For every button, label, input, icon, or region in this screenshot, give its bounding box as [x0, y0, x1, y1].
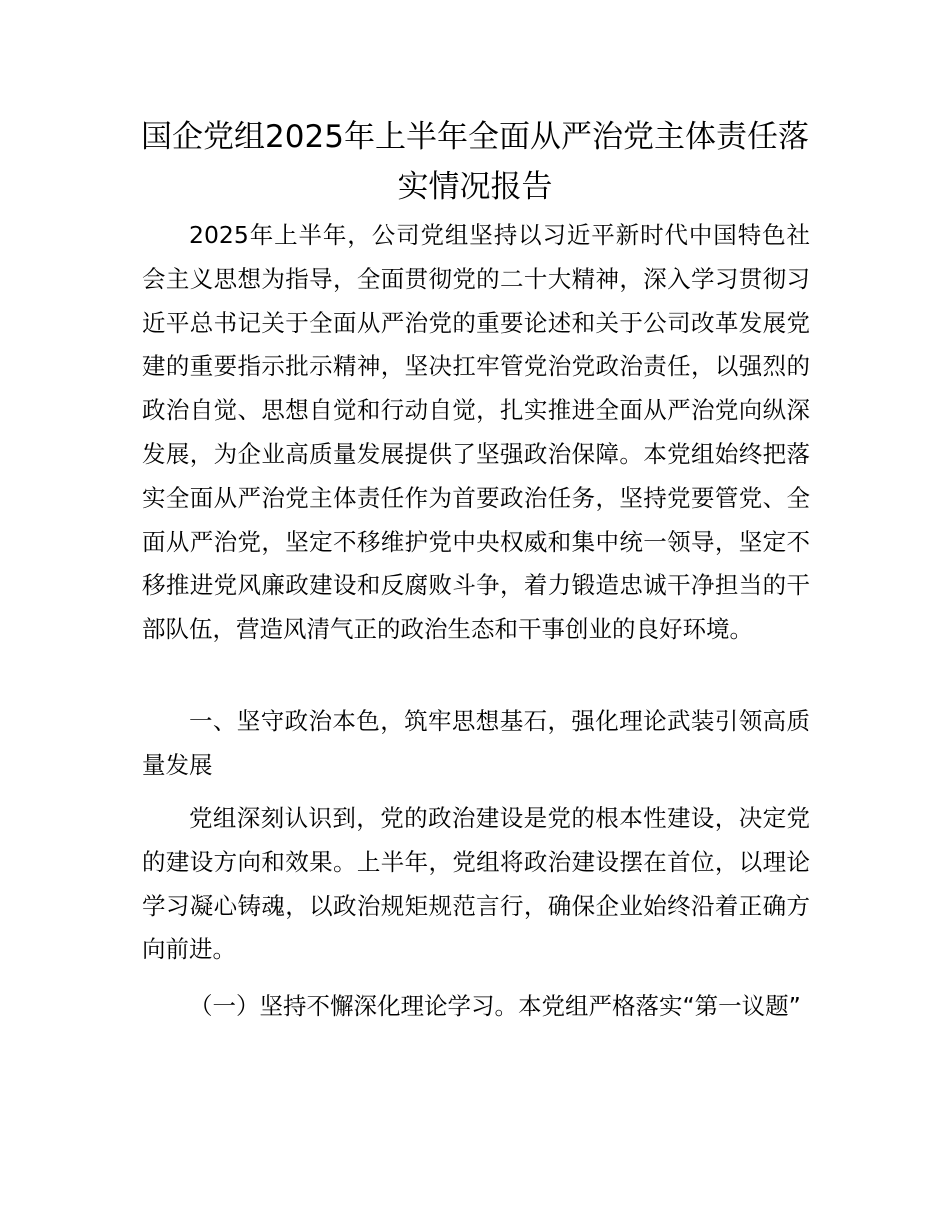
subsection-paragraph: （一）坚持不懈深化理论学习。本党组严格落实“第一议题”	[189, 992, 801, 1020]
section-paragraph: 党组深刻认识到，党的政治建设是党的根本性建设，决定党的建设方向和效果。上半年，党组将政治建设摆在首位，以理论学习凝心铸魂，以政治规矩规范言行，确保企业始终沿着正确方向前进。	[142, 804, 810, 964]
intro-paragraph: 2025年上半年，公司党组坚持以习近平新时代中国特色社会主义思想为指导，全面贯彻党的二十大精神，深入学习贯彻习近平总书记关于全面从严治党的重要论述和关于公司改革发展党建的重要指示批示精神，坚决扛牢管党治党政治责任，以强烈的政治自觉、思想自觉和行动自觉，扎实推进全面从严治党向纵深发展，为企业高质量发展提供了坚强政治保障。本党组始终把落实全面从严治党主体责任作为首要政治任务，坚持党要管党、全面从严治党，坚定不移维护党中央权威和集中统一领导，坚定不移推进党风廉政建设和反腐败斗争，着力锻造忠诚干净担当的干部队伍，营造风清气正的政治生态和干事创业的良好环境。	[142, 221, 810, 644]
section-heading-1: 一、坚守政治本色，筑牢思想基石，强化理论武装引领高质量发展	[142, 707, 810, 779]
document-title: 国企党组2025年上半年全面从严治党主体责任落实情况报告	[141, 119, 809, 205]
